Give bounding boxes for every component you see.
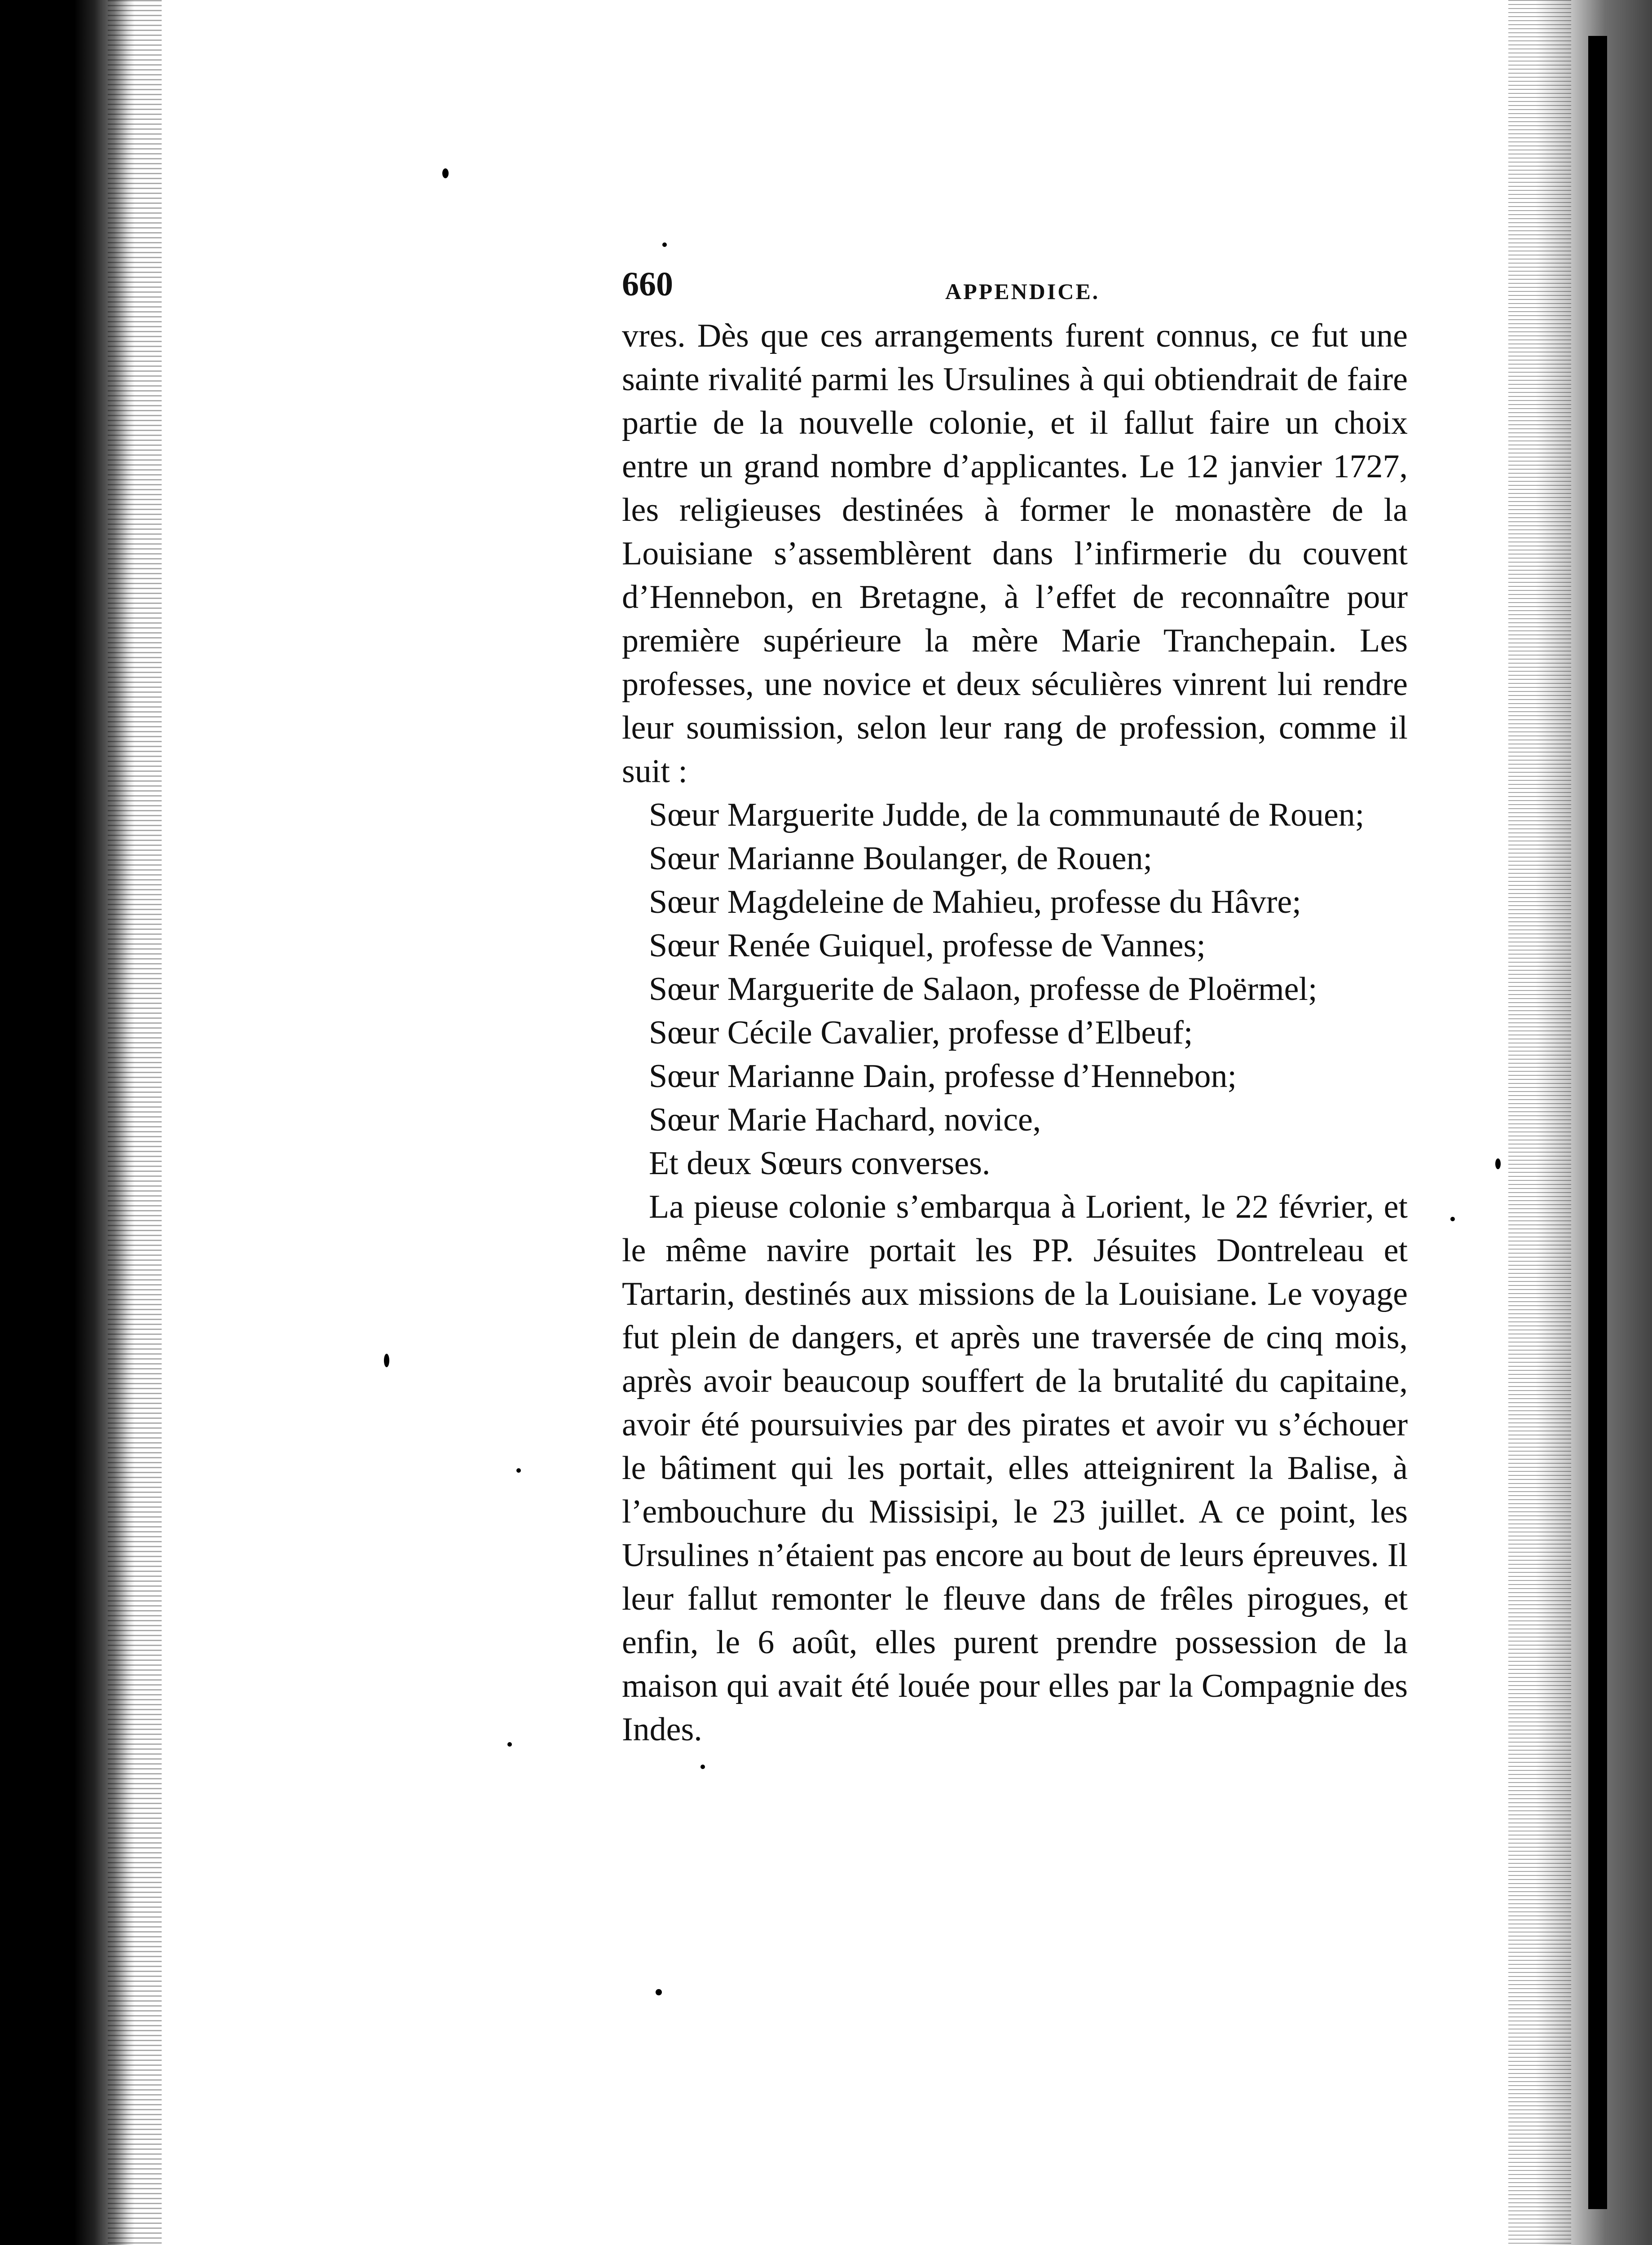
- list-item: Sœur Marguerite de Salaon, professe de Ploërmel;: [649, 971, 1317, 1008]
- scan-binding-fray-left: [108, 0, 162, 2245]
- page-number: 660: [622, 265, 673, 303]
- scan-edge-fray-right: [1508, 0, 1571, 2245]
- list-item: Sœur Renée Guiquel, professe de Vannes;: [649, 927, 1206, 964]
- paragraph: vres. Dès que ces arrangements furent connus, ce fut une sainte rivalité parmi les Ursulines à qui obtiendrait de faire partie de la nouvelle colonie, et il fallut faire un choix entre un grand nombre d’applicantes. Le 12 janvier 1727, les religieuses destinées à former le monastère de la Louisiane s’assemblèrent dans l’infirmerie du couvent d’Hennebon, en Bretagne, à l’effet de reconnaître pour première supérieure la mère Marie Tranchepain. Les professes, une novice et deux séculières vinrent lui rendre leur soumission, selon leur rang de profession, comme il suit :: [622, 317, 1408, 790]
- scan-speck: [662, 242, 667, 247]
- scan-speck: [1450, 1217, 1455, 1221]
- scan-speck: [656, 1989, 662, 1995]
- running-title: APPENDICE.: [945, 279, 1100, 304]
- scan-speck: [507, 1742, 512, 1747]
- closing-paragraph: La pieuse colonie s’embarqua à Lorient, le 22 février, et le même navire portait les PP. Jésuites Dontreleau et Tartarin, destinés aux missions de la Louisiane. Le voyage fut plein de dangers, et après une traversée de cinq mois, après avoir beaucoup souffert de la brutalité du capitaine, avoir été poursuivies par des pirates et avoir vu s’échouer le bâtiment qui les portait, elles atteignirent la Balise, à l’embouchure du Missisipi, le 23 juillet. A ce point, les Ursulines n’étaient pas encore au bout de leurs épreuves. Il leur fallut remonter le fleuve dans de frêles pirogues, et enfin, le 6 août, elles purent prendre possession de la maison qui avait été louée pour elles par la Compagnie des Indes.: [622, 1189, 1408, 1748]
- list-item: Sœur Marguerite Judde, de la communauté de Rouen;: [649, 797, 1365, 833]
- sisters-list: [622, 793, 1408, 1185]
- book-page: [622, 256, 1408, 1752]
- list-item: Sœur Marie Hachard, novice,: [649, 1101, 1041, 1138]
- list-item: Sœur Magdeleine de Mahieu, professe du Hâvre;: [649, 884, 1301, 920]
- list-item: Sœur Marianne Dain, professe d’Hennebon;: [649, 1058, 1237, 1095]
- running-head: [622, 256, 1408, 314]
- scan-speck: [516, 1468, 521, 1473]
- list-item: Sœur Marianne Boulanger, de Rouen;: [649, 840, 1153, 877]
- list-item: Sœur Cécile Cavalier, professe d’Elbeuf;: [649, 1014, 1193, 1051]
- list-item: Et deux Sœurs converses.: [649, 1145, 991, 1182]
- body-text: [622, 314, 1408, 1752]
- scan-speck: [384, 1354, 389, 1367]
- scan-speck: [442, 168, 449, 178]
- scan-speck: [1495, 1158, 1501, 1169]
- scan-edge-bar-right: [1588, 36, 1607, 2209]
- scan-speck: [700, 1765, 705, 1769]
